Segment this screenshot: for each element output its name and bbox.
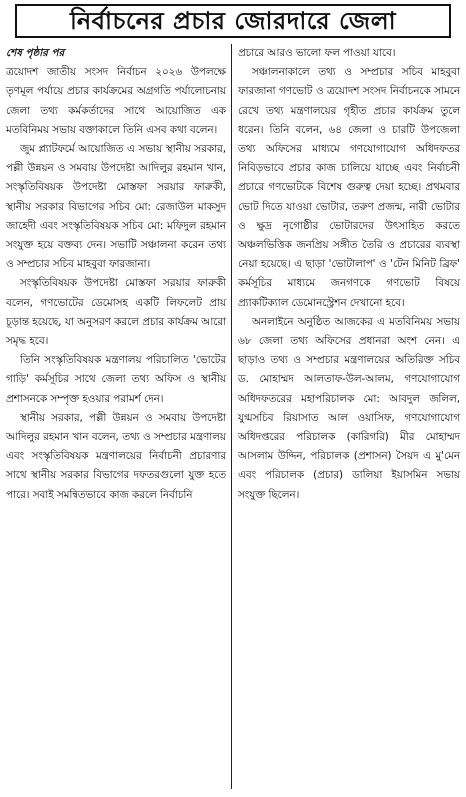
article-paragraph: প্রচারে আরও ভালো ফল পাওয়া যাবে। bbox=[238, 47, 396, 59]
continued-kicker: শেষ পৃষ্ঠার পর bbox=[6, 47, 65, 59]
article-paragraph: অনলাইনে অনুষ্ঠিত আজকের এ মতবিনিময় সভায় ৬৮ জেলা তথ্য অফিসের প্রধানরা অংশ নেন। এ ছাড়াও তথ্য ও সম্প্রচার মন্ত্রণালয়ের অতিরিক্ত সচিব ড. মোহাম্মদ আলতাফ-উল-আলম, গণযোগাযোগ অধিদফতরের মহাপরিচালক মো: আবদুল জলিল, যুগ্মসচিব রিয়াসাত আল ওয়াসিফ, গণযোগাযোগ অধিদপ্তরের পরিচালক (কারিগরি) মীর মোহাম্মদ আসলাম উদ্দিন, পরিচালক (প্রশাসন) সৈয়দ এ মু'মেন এবং পরিচালক (প্রচার) ডালিয়া ইয়াসমিন সভায় সংযুক্ত ছিলেন। bbox=[238, 315, 460, 501]
headline-box bbox=[15, 4, 451, 38]
article-paragraph: সঞ্চালনাকালে তথ্য ও সম্প্রচার সচিব মাহবুবা ফারজানা গণভোট ও ত্রয়োদশ সংসদ নির্বাচনকে সামনে রেখে তথ্য মন্ত্রণালয়ের গৃহীত প্রচার কার্যক্রম তুলে ধরেন। তিনি বলেন, ৬৪ জেলা ও চারটি উপজেলা তথ্য অফিসের মাধ্যমে গণযোগাযোগ অধিদফতর নিবিড়ভাবে প্রচার কাজ চালিয়ে যাচ্ছে এবং নির্বাচনী প্রচারে গণভোটকে বিশেষ গুরুত্ব দেয়া হচ্ছে। প্রথমবার ভোট দিতে যাওয়া ভোটার, তরুণ প্রজন্ম, নারী ভোটার ও ক্ষুদ্র নৃগোষ্ঠীর ভোটারদের উৎসাহিত করতে অঞ্চলভিত্তিক জনপ্রিয় সঙ্গীত তৈরি ও প্রচারের ব্যবস্থা নেয়া হয়েছে। এ ছাড়া 'ভোটালাপ' ও 'টেন মিনিট ব্রিফ' কর্মসূচির মাধ্যমে জনগণকে গণভোট বিষয়ে প্র্যাকটিক্যাল ডেমোনস্ট্রেশন দেখানো হবে। bbox=[238, 66, 460, 309]
headline: নির্বাচনের প্রচার জোরদারে জেলা bbox=[69, 7, 397, 35]
article-paragraph: জুম প্ল্যাটফর্মে আয়োজিত এ সভায় স্থানীয় সরকার, পল্লী উন্নয়ন ও সমবায় উপদেষ্টা আদিলুর রহমান খান, সংস্কৃতিবিষয়ক উপদেষ্টা মোস্তফা সরয়ার ফারুকী, স্থানীয় সরকার বিভাগের সচিব মো: রেজাউল মাকসুদ জাহেদী এবং সংস্কৃতিবিষয়ক সচিব মো: মফিদুল রহমান সংযুক্ত হয়ে বক্তব্য দেন। সভাটি সঞ্চালনা করেন তথ্য ও সম্প্রচার সচিব মাহবুবা ফারজানা। bbox=[6, 143, 226, 271]
article-paragraph: তিনি সংস্কৃতিবিষয়ক মন্ত্রণালয় পরিচালিত 'ভোটের গাড়ি' কর্মসূচির সাথে জেলা তথ্য অফিস ও স্থানীয় প্রশাসনকে সম্পৃক্ত হওয়ার পরামর্শ দেন। bbox=[6, 354, 226, 405]
article-paragraph: সংস্কৃতিবিষয়ক উপদেষ্টা মোস্তফা সরয়ার ফারুকী বলেন, গণভোটের ডেমোসহ একটি লিফলেট প্রায় চূড়ান্ত হয়েছে, যা অনুসরণ করলে প্রচার কার্যক্রম আরো সমৃদ্ধ হবে। bbox=[6, 277, 226, 348]
article-paragraph: ত্রয়োদশ জাতীয় সংসদ নির্বাচন ২০২৬ উপলক্ষে তৃণমূল পর্যায়ে প্রচার কার্যক্রমের অগ্রগতি পর্যালোচনায় জেলা তথ্য কর্মকর্তাদের সাথে আয়োজিত এক মতবিনিময় সভায় বক্তাকালে তিনি এসব কথা বলেন। bbox=[6, 66, 226, 136]
column-divider bbox=[231, 44, 232, 789]
left-column bbox=[6, 44, 226, 505]
right-column bbox=[238, 44, 460, 505]
article-paragraph: স্থানীয় সরকার, পল্লী উন্নয়ন ও সমবায় উপদেষ্টা আদিলুর রহমান খান বলেন, তথ্য ও সম্প্রচার মন্ত্রণালয় এবং সংস্কৃতিবিষয়ক মন্ত্রণালয়ের নির্বাচনী প্রচারণার সাথে স্থানীয় সরকার বিভাগের দফতরগুলো যুক্ত হতে পারে। সবাই সমন্বিতভাবে কাজ করলে নির্বাচনি bbox=[6, 411, 226, 501]
